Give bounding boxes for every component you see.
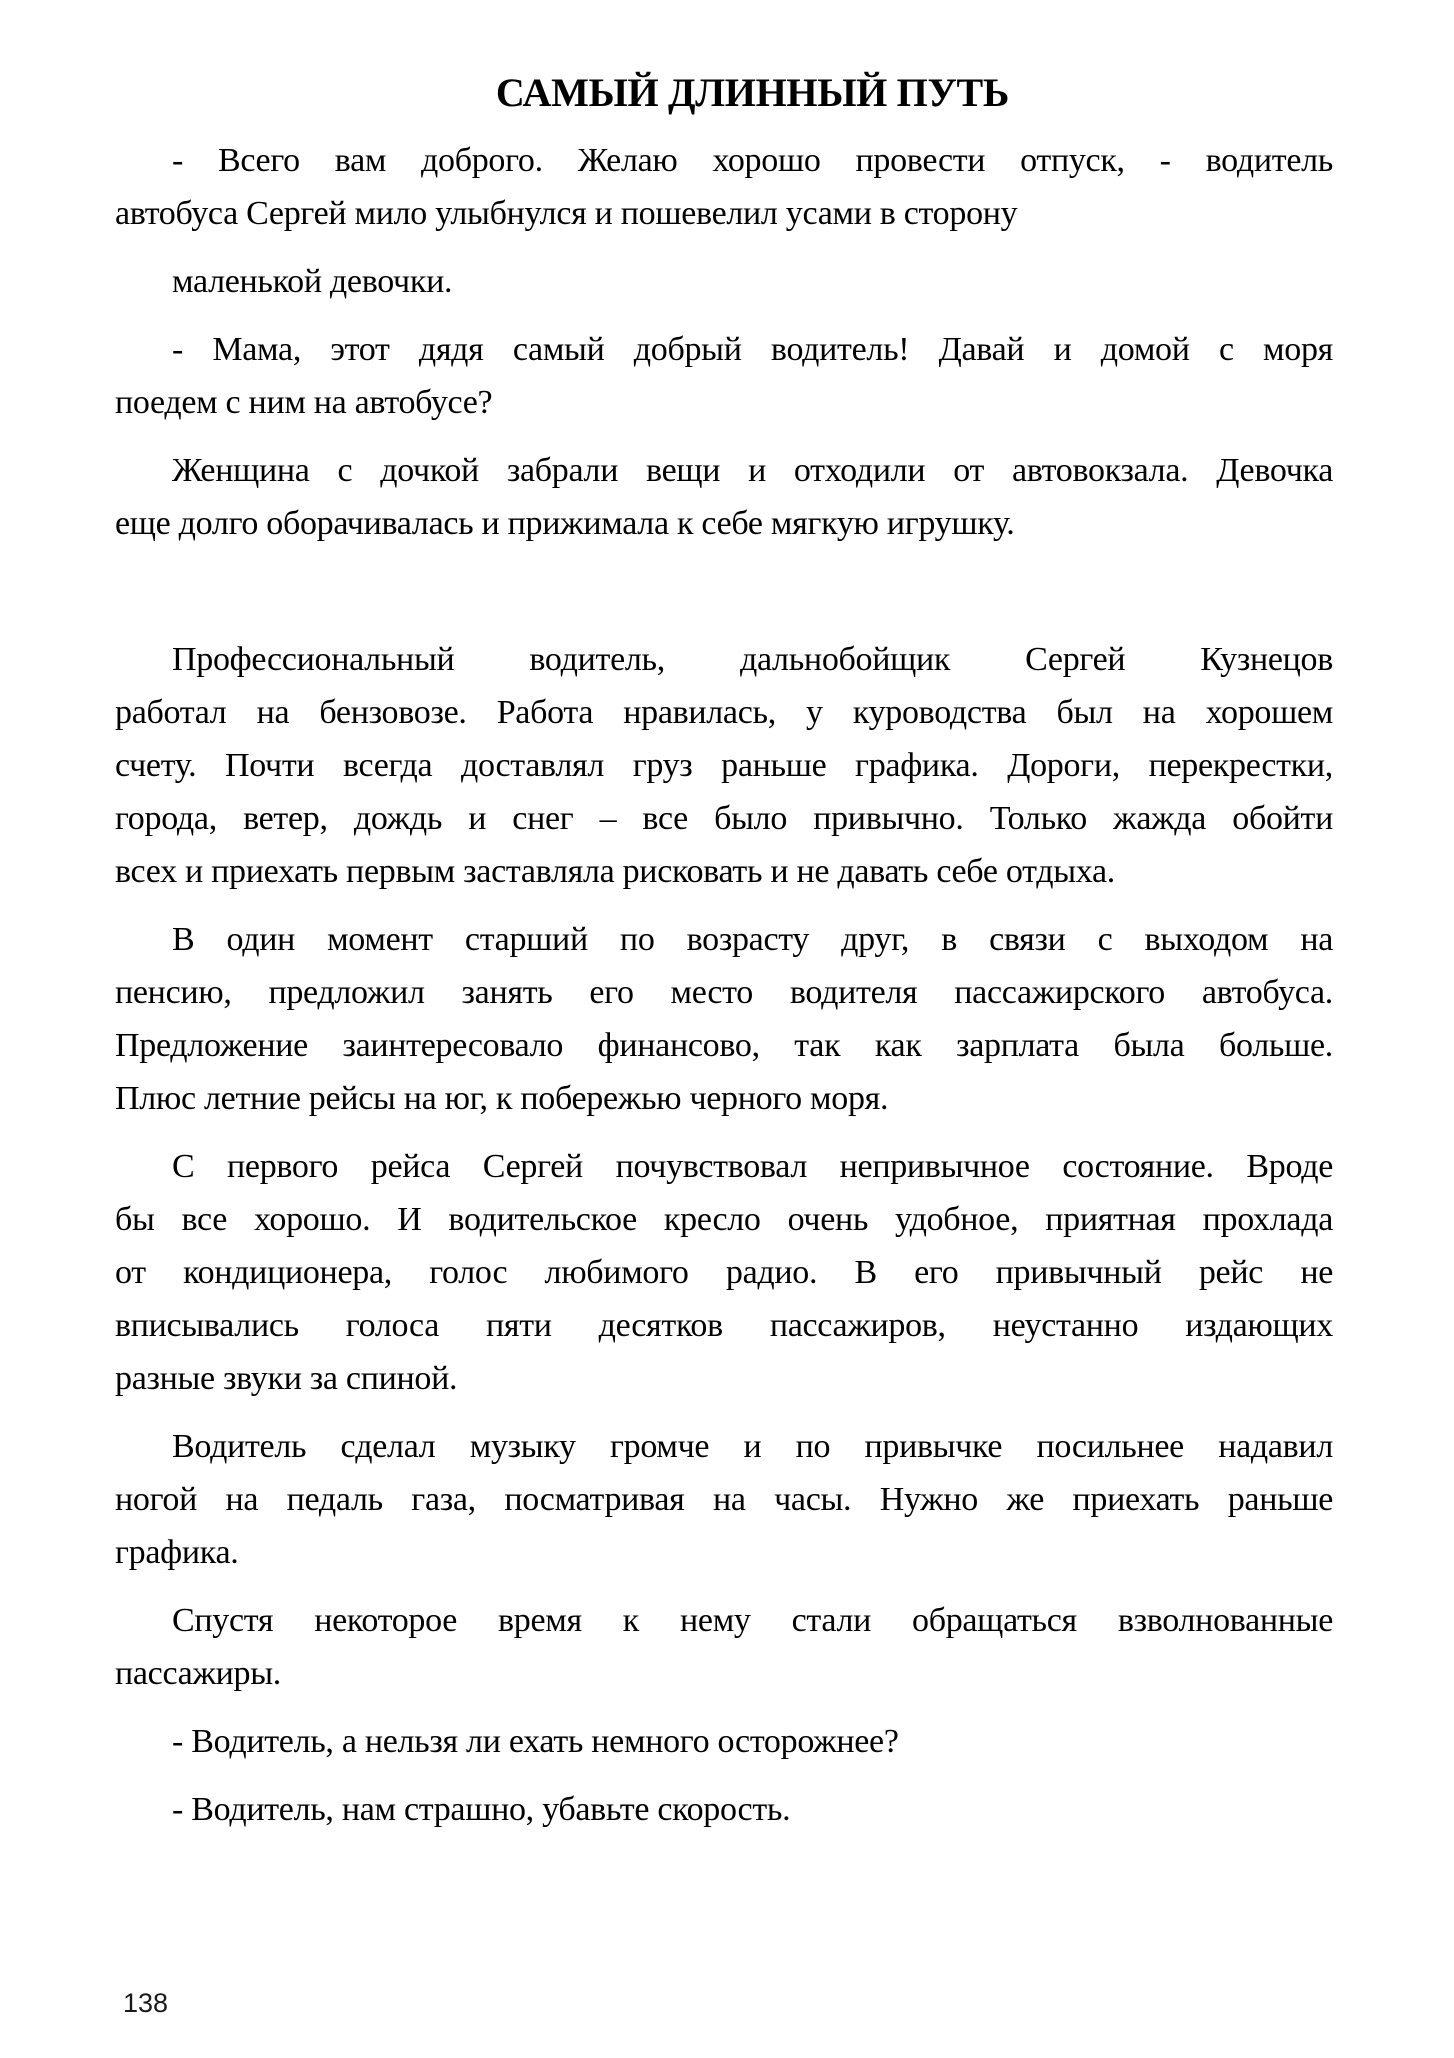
paragraph <box>115 1594 1333 1700</box>
text-line: счету. Почти всегда доставлял груз раньше графика. Дороги, перекрестки, <box>115 747 1333 784</box>
text-line: автобуса Сергей мило улыбнулся и пошевелил усами в сторону <box>115 195 1018 232</box>
paragraph <box>115 913 1333 1125</box>
paragraph <box>115 1140 1333 1405</box>
text-line: разные звуки за спиной. <box>115 1360 458 1397</box>
text-line: пассажиры. <box>115 1655 282 1692</box>
text-line: маленькой девочки. <box>172 263 453 300</box>
paragraph <box>115 255 1333 308</box>
text-line: - Всего вам доброго. Желаю хорошо провести отпуск, - водитель <box>172 142 1333 179</box>
text-line: графика. <box>115 1534 239 1571</box>
text-line: работал на бензовозе. Работа нравилась, у куроводства был на хорошем <box>115 694 1333 731</box>
document-content <box>115 66 1333 1851</box>
text-line: - Мама, этот дядя самый добрый водитель! Давай и домой с моря <box>172 331 1333 368</box>
document-title: САМЫЙ ДЛИННЫЙ ПУТЬ <box>495 70 1010 115</box>
text-line: - Водитель, нам страшно, убавьте скорость. <box>172 1791 791 1828</box>
text-line: Женщина с дочкой забрали вещи и отходили от автовокзала. Девочка <box>172 452 1333 489</box>
text-line: от кондиционера, голос любимого радио. В его привычный рейс не <box>115 1254 1333 1291</box>
text-line: Профессиональный водитель, дальнобойщик Сергей Кузнецов <box>172 641 1333 678</box>
paragraph-spacer <box>115 565 1333 618</box>
document-body <box>115 134 1333 1836</box>
text-line: еще долго оборачивалась и прижимала к себе мягкую игрушку. <box>115 505 1015 542</box>
text-line: всех и приехать первым заставляла рисковать и не давать себе отдыха. <box>115 853 1115 890</box>
text-line: вписывались голоса пяти десятков пассажиров, неустанно издающих <box>115 1307 1333 1344</box>
text-line: - Водитель, а нельзя ли ехать немного осторожнее? <box>172 1723 899 1760</box>
text-line: ногой на педаль газа, посматривая на часы. Нужно же приехать раньше <box>115 1481 1333 1518</box>
text-line: В один момент старший по возрасту друг, в связи с выходом на <box>172 921 1333 958</box>
text-line: Предложение заинтересовало финансово, так как зарплата была больше. <box>115 1027 1333 1064</box>
text-line: Спустя некоторое время к нему стали обращаться взволнованные <box>172 1602 1333 1639</box>
text-line <box>115 565 1333 618</box>
page-number: 138 <box>123 1988 169 2018</box>
text-line: бы все хорошо. И водительское кресло очень удобное, приятная прохлада <box>115 1201 1333 1238</box>
text-line: пенсию, предложил занять его место водителя пассажирского автобуса. <box>115 974 1333 1011</box>
paragraph <box>115 1420 1333 1579</box>
text-line: города, ветер, дождь и снег – все было привычно. Только жажда обойти <box>115 800 1333 837</box>
text-line: Водитель сделал музыку громче и по привычке посильнее надавил <box>172 1428 1333 1465</box>
paragraph <box>115 1783 1333 1836</box>
paragraph <box>115 134 1333 240</box>
paragraph <box>115 633 1333 898</box>
text-line: Плюс летние рейсы на юг, к побережью черного моря. <box>115 1080 889 1117</box>
paragraph <box>115 1715 1333 1768</box>
paragraph <box>115 323 1333 429</box>
text-line: С первого рейса Сергей почувствовал непривычное состояние. Вроде <box>172 1148 1333 1185</box>
text-line: поедем с ним на автобусе? <box>115 384 493 421</box>
paragraph <box>115 444 1333 550</box>
